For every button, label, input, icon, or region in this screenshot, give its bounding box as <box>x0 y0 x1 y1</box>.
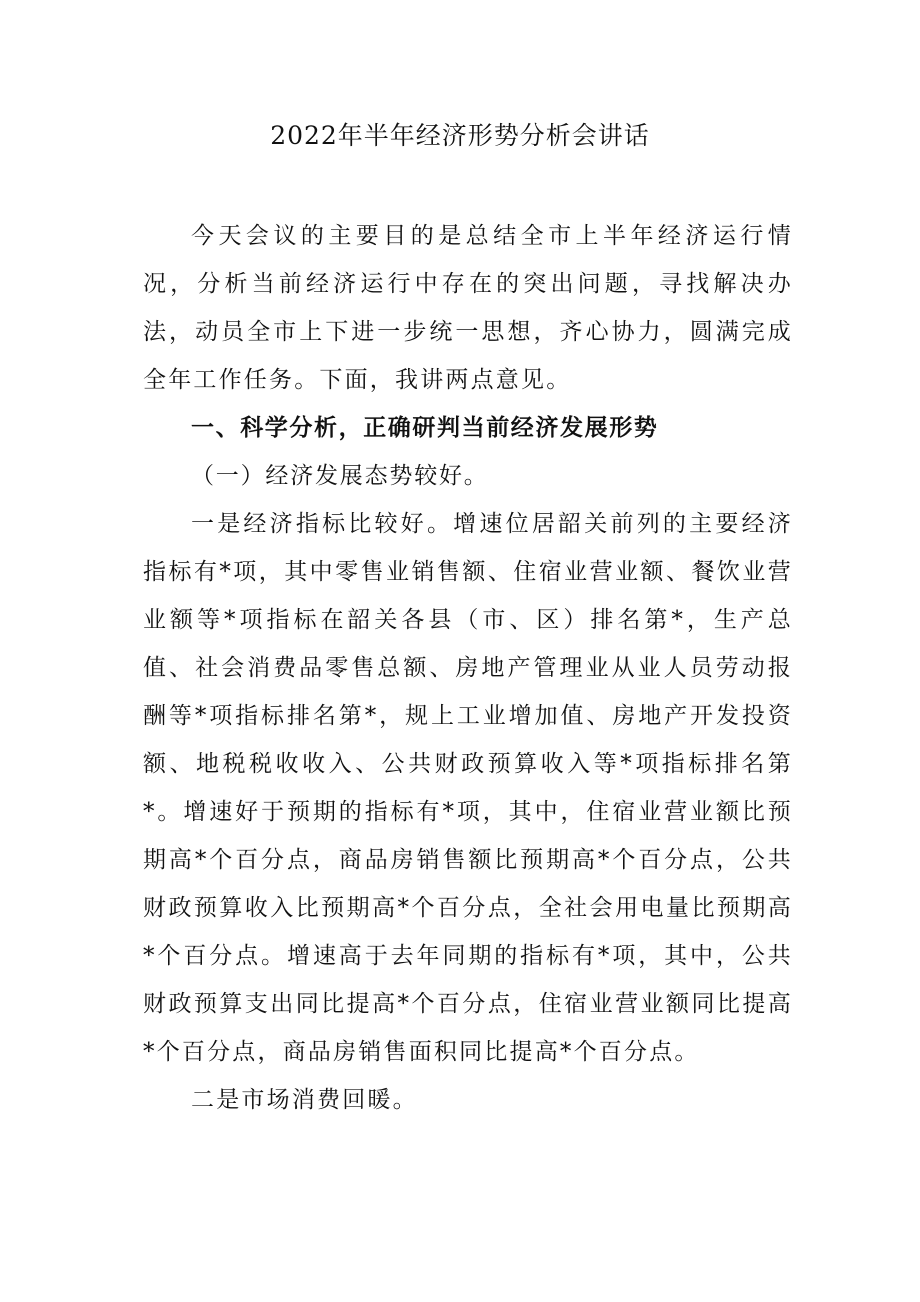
point-1-paragraph: 一是经济指标比较好。增速位居韶关前列的主要经济指标有*项，其中零售业销售额、住宿业营业额、餐饮业营业额等*项指标在韶关各县（市、区）排名第*，生产总值、社会消费品零售总额、房地产管理业从业人员劳动报酬等*项指标排名第*，规上工业增加值、房地产开发投资额、地税税收收入、公共财政预算收入等*项指标排名第*。增速好于预期的指标有*项，其中，住宿业营业额比预期高*个百分点，商品房销售额比预期高*个百分点，公共财政预算收入比预期高*个百分点，全社会用电量比预期高*个百分点。增速高于去年同期的指标有*项，其中，公共财政预算支出同比提高*个百分点，住宿业营业额同比提高*个百分点，商品房销售面积同比提高*个百分点。 <box>143 511 793 1065</box>
section-1-heading: 一、科学分析，正确研判当前经济发展形势 <box>191 414 659 441</box>
intro-paragraph: 今天会议的主要目的是总结全市上半年经济运行情况，分析当前经济运行中存在的突出问题，寻找解决办法，动员全市上下进一步统一思想，齐心协力，圆满完成全年工作任务。下面，我讲两点意见。 <box>143 223 793 393</box>
document-title: 2022年半年经济形势分析会讲话 <box>270 121 650 150</box>
subsection-1-heading: （一）经济发展态势较好。 <box>191 463 489 489</box>
point-2-paragraph: 二是市场消费回暖。 <box>191 1087 418 1113</box>
document-body <box>143 212 793 1124</box>
